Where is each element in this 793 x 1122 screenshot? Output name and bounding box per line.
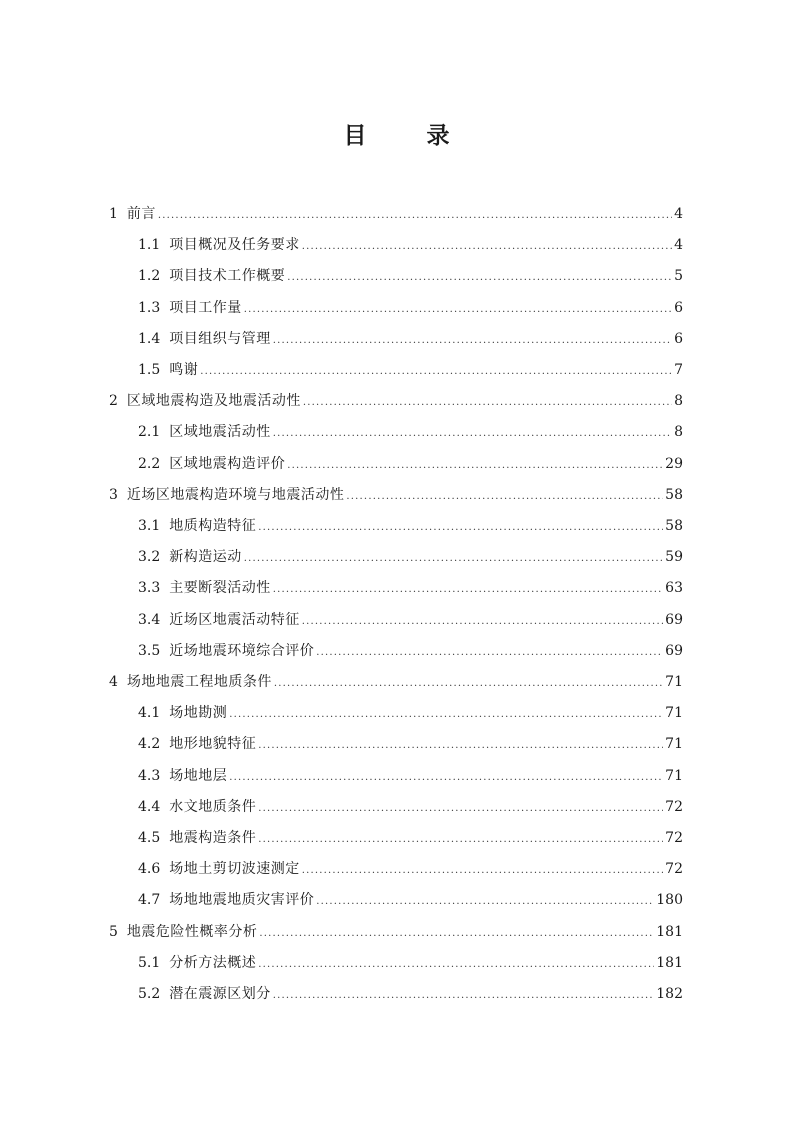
toc-entry[interactable] — [138, 293, 683, 324]
toc-entry-number: 1 — [109, 206, 118, 222]
toc-dot-leader — [302, 855, 663, 886]
toc-entry[interactable] — [138, 948, 683, 979]
toc-entry-page-number: 63 — [665, 580, 683, 597]
toc-dot-leader — [258, 793, 663, 824]
toc-entry-number: 3.3 — [138, 580, 161, 597]
toc-dot-leader — [158, 200, 672, 231]
toc-entry-number: 4 — [109, 674, 118, 690]
toc-entry-number: 3.2 — [138, 549, 161, 566]
toc-entry-number: 1.4 — [138, 330, 161, 347]
toc-entry-title: 新构造运动 — [169, 549, 242, 566]
toc-entry-title: 地震危险性概率分析 — [126, 923, 258, 940]
toc-entry-page-number: 59 — [665, 549, 683, 566]
toc-dot-leader — [287, 262, 672, 293]
toc-dot-leader — [273, 980, 655, 1011]
toc-entry[interactable] — [138, 573, 683, 604]
toc-dot-leader — [273, 325, 672, 356]
toc-entry-number: 1.5 — [138, 362, 161, 378]
toc-dot-leader — [316, 886, 654, 917]
toc-entry-title: 近场区地震活动特征 — [169, 611, 300, 628]
toc-entry-page-number: 7 — [674, 362, 683, 378]
toc-entry-title: 项目技术工作概要 — [169, 268, 286, 285]
toc-entry-page-number: 72 — [665, 861, 683, 878]
toc-entry-title: 区域地震构造评价 — [169, 455, 286, 472]
toc-entry[interactable] — [109, 199, 683, 230]
toc-entry-number: 4.2 — [138, 736, 161, 753]
toc-entry-title: 前言 — [126, 206, 156, 222]
toc-entry-title: 地质构造特征 — [169, 518, 257, 534]
toc-entry-page-number: 71 — [665, 736, 683, 753]
toc-entry-title: 场地地层 — [169, 767, 228, 784]
toc-entry-title: 场地土剪切波速测定 — [169, 861, 300, 878]
toc-entry[interactable] — [138, 729, 683, 760]
toc-entry[interactable] — [138, 230, 683, 261]
toc-dot-leader — [229, 762, 663, 793]
toc-dot-leader — [346, 481, 663, 512]
toc-entry[interactable] — [109, 917, 683, 948]
toc-dot-leader — [258, 512, 663, 543]
toc-entry-title: 主要断裂活动性 — [169, 580, 271, 597]
toc-entry-number: 2 — [109, 393, 118, 410]
toc-entry-number: 4.1 — [138, 705, 161, 722]
toc-dot-leader — [259, 918, 654, 949]
toc-entry-title: 场地地震工程地质条件 — [126, 674, 272, 690]
toc-entry-title: 区域地震活动性 — [169, 424, 271, 441]
toc-entry-page-number: 58 — [665, 486, 683, 503]
toc-dot-leader — [273, 418, 672, 449]
toc-entry-page-number: 181 — [656, 923, 683, 940]
toc-dot-leader — [244, 294, 672, 325]
toc-dot-leader — [303, 387, 672, 418]
toc-entry-page-number: 6 — [674, 330, 683, 347]
toc-entry-number: 5.1 — [138, 954, 161, 971]
toc-entry-number: 1.3 — [138, 299, 161, 316]
toc-entry-title: 潜在震源区划分 — [169, 986, 271, 1002]
toc-entry-number: 1.2 — [138, 268, 161, 285]
toc-entry-number: 5 — [109, 923, 118, 940]
toc-entry-page-number: 182 — [656, 986, 683, 1002]
toc-entry-page-number: 71 — [665, 705, 683, 722]
toc-entry-title: 项目组织与管理 — [169, 330, 271, 347]
toc-dot-leader — [302, 606, 663, 637]
toc-entry-title: 项目工作量 — [169, 299, 242, 316]
toc-entry[interactable] — [138, 698, 683, 729]
toc-entry-number: 2.2 — [138, 455, 161, 472]
toc-dot-leader — [258, 824, 663, 855]
toc-dot-leader — [316, 637, 663, 668]
toc-dot-leader — [244, 543, 663, 574]
toc-entry-title: 近场地震环境综合评价 — [169, 642, 315, 659]
toc-entry-number: 3 — [109, 486, 118, 503]
toc-dot-leader — [274, 668, 663, 699]
toc-entry[interactable] — [138, 511, 683, 542]
toc-entry-number: 4.5 — [138, 830, 161, 846]
toc-entry-page-number: 5 — [674, 268, 683, 285]
toc-entry-title: 项目概况及任务要求 — [169, 237, 300, 254]
toc-entry[interactable] — [138, 761, 683, 792]
toc-entry-page-number: 72 — [665, 830, 683, 846]
toc-dot-leader — [258, 730, 663, 761]
toc-entry[interactable] — [109, 480, 683, 511]
toc-entry-page-number: 4 — [674, 237, 683, 254]
toc-entry-title: 地震构造条件 — [169, 830, 257, 846]
toc-entry[interactable] — [138, 636, 683, 667]
toc-entry[interactable] — [109, 667, 683, 698]
toc-entry[interactable] — [138, 792, 683, 823]
toc-dot-leader — [200, 356, 672, 387]
toc-dot-leader — [273, 574, 663, 605]
toc-entry-title: 场地勘测 — [169, 705, 228, 722]
toc-entry-title: 鸣谢 — [169, 362, 199, 378]
toc-entry[interactable] — [138, 355, 683, 386]
toc-entry-page-number: 71 — [665, 674, 683, 690]
toc-entry-number: 1.1 — [138, 237, 161, 254]
toc-entry[interactable] — [138, 542, 683, 573]
toc-entry-page-number: 180 — [656, 892, 683, 909]
toc-entry-number: 3.4 — [138, 611, 161, 628]
toc-entry-page-number: 6 — [674, 299, 683, 316]
toc-entry[interactable] — [138, 261, 683, 292]
toc-dot-leader — [287, 450, 663, 481]
toc-entry[interactable] — [138, 449, 683, 480]
toc-entry-page-number: 8 — [674, 393, 683, 410]
toc-entry-number: 2.1 — [138, 424, 161, 441]
toc-entry-page-number: 29 — [665, 455, 683, 472]
toc-dot-leader — [258, 949, 654, 980]
toc-entry-title: 水文地质条件 — [169, 798, 257, 815]
toc-entry-title: 地形地貌特征 — [169, 736, 257, 753]
toc-entry[interactable] — [109, 386, 683, 417]
toc-entry-page-number: 58 — [665, 518, 683, 534]
toc-entry[interactable] — [138, 324, 683, 355]
toc-entry-number: 4.4 — [138, 798, 161, 815]
toc-entry-number: 4.3 — [138, 767, 161, 784]
toc-entry[interactable] — [138, 417, 683, 448]
toc-entry-number: 3.1 — [138, 518, 161, 534]
toc-entry[interactable] — [138, 854, 683, 885]
toc-entry[interactable] — [138, 823, 683, 854]
toc-entry-number: 4.6 — [138, 861, 161, 878]
toc-entry[interactable] — [138, 605, 683, 636]
toc-entry-number: 3.5 — [138, 642, 161, 659]
toc-entry-page-number: 71 — [665, 767, 683, 784]
page-title: 目 录 — [343, 123, 476, 149]
toc-dot-leader — [229, 699, 663, 730]
toc-entry-title: 分析方法概述 — [169, 954, 257, 971]
toc-entry[interactable] — [138, 885, 683, 916]
toc-dot-leader — [302, 231, 672, 262]
toc-entry-page-number: 4 — [674, 206, 683, 222]
toc-entry-page-number: 69 — [665, 611, 683, 628]
toc-entry-title: 近场区地震构造环境与地震活动性 — [126, 486, 345, 503]
toc-entry[interactable] — [138, 979, 683, 1010]
toc-entry-page-number: 72 — [665, 798, 683, 815]
toc-entry-number: 5.2 — [138, 986, 161, 1002]
toc-entry-title: 场地地震地质灾害评价 — [169, 892, 315, 909]
toc-entry-page-number: 8 — [674, 424, 683, 441]
toc-entry-page-number: 69 — [665, 642, 683, 659]
toc-entry-page-number: 181 — [656, 954, 683, 971]
toc-entry-title: 区域地震构造及地震活动性 — [126, 393, 301, 410]
toc-entry-number: 4.7 — [138, 892, 161, 909]
